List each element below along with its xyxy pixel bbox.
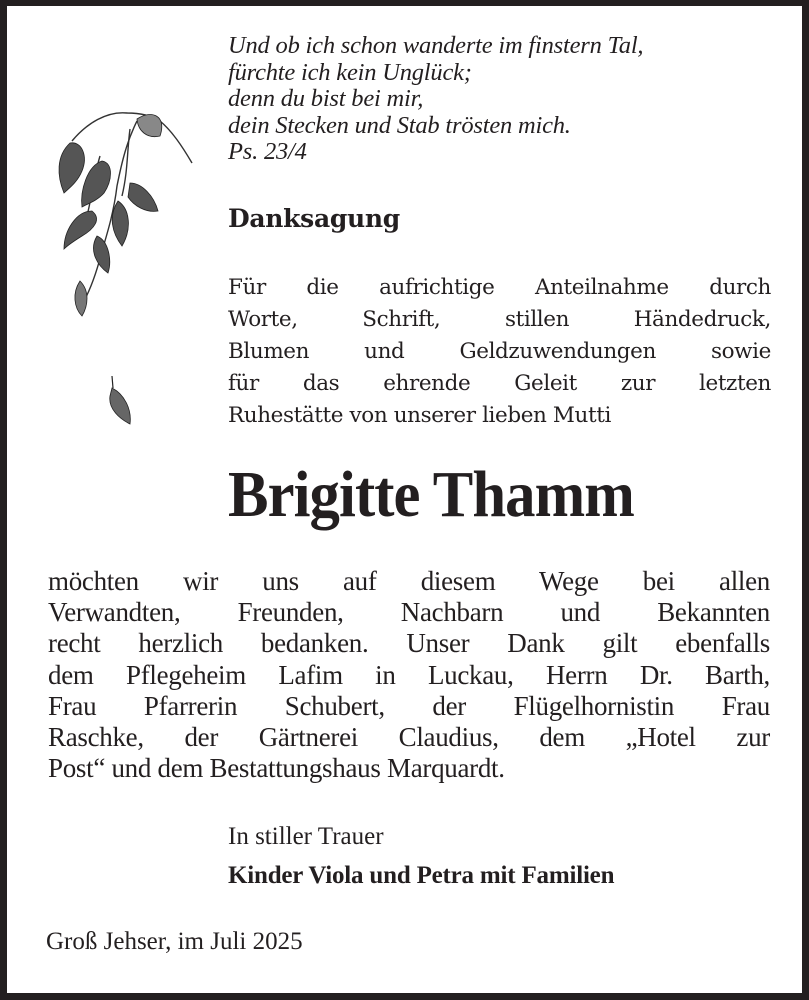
intro-line: Blumen und Geldzuwendungen sowie xyxy=(228,339,771,364)
family-signature: Kinder Viola und Petra mit Familien xyxy=(228,862,615,889)
body-line: Frau Pfarrerin Schubert, der Flügelhornistin Frau xyxy=(48,690,770,721)
psalm-quote xyxy=(228,33,788,166)
psalm-line: denn du bist bei mir, xyxy=(228,85,424,112)
deceased-name: Brigitte Thamm xyxy=(228,458,634,531)
page-title: Danksagung xyxy=(228,204,400,233)
body-line: Raschke, der Gärtnerei Claudius, dem „Hotel zur xyxy=(48,722,770,753)
body-line: möchten wir uns auf diesem Wege bei allen xyxy=(48,566,770,596)
thanks-paragraph xyxy=(48,566,770,784)
body-line: Post“ und dem Bestattungshaus Marquardt. xyxy=(48,753,505,784)
intro-line: für das ehrende Geleit zur letzten xyxy=(228,371,771,396)
intro-paragraph xyxy=(228,272,771,432)
body-line: dem Pflegeheim Lafim in Luckau, Herrn Dr. Barth, xyxy=(48,659,770,690)
psalm-line: dein Stecken und Stab trösten mich. xyxy=(228,111,571,139)
body-line: Verwandten, Freunden, Nachbarn und Bekannten xyxy=(48,597,770,628)
intro-line: Für die aufrichtige Anteilnahme durch xyxy=(228,275,771,300)
body-line: recht herzlich bedanken. Unser Dank gilt ebenfalls xyxy=(48,628,770,659)
psalm-line: Und ob ich schon wanderte im finstern Tal, xyxy=(228,32,644,59)
place-date: Groß Jehser, im Juli 2025 xyxy=(46,928,303,955)
birch-branch-icon xyxy=(42,101,202,341)
psalm-line: fürchte ich kein Unglück; xyxy=(228,58,472,86)
intro-line: Worte, Schrift, stillen Händedruck, xyxy=(228,307,771,332)
psalm-reference: Ps. 23/4 xyxy=(228,138,307,165)
mourning-phrase: In stiller Trauer xyxy=(228,823,384,850)
obituary-card xyxy=(7,6,802,993)
intro-line: Ruhestätte von unserer lieben Mutti xyxy=(228,403,611,428)
falling-leaf-icon xyxy=(102,374,142,434)
